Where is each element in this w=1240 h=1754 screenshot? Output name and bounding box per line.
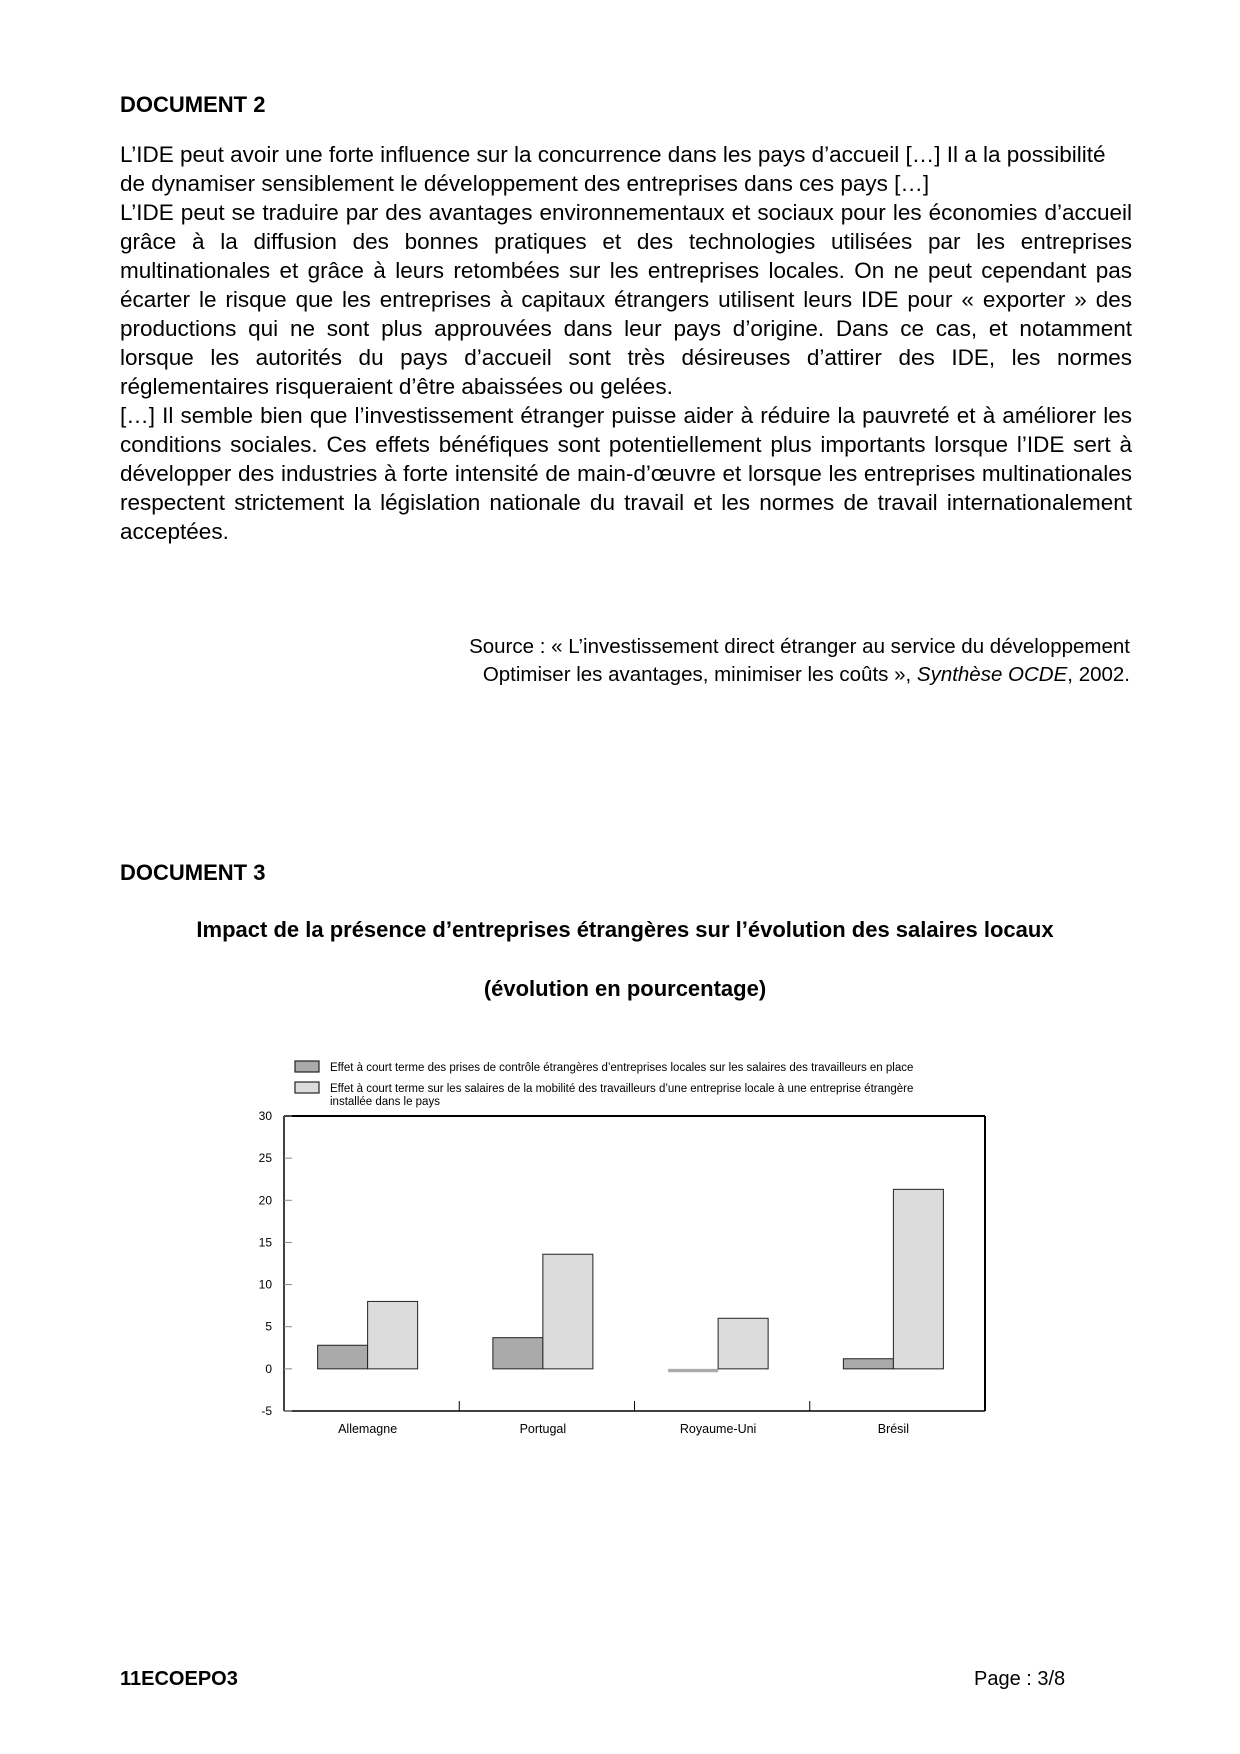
legend-label: Effet à court terme des prises de contrôle étrangères d’entreprises locales sur les salaires des travailleurs en place xyxy=(330,1062,914,1074)
y-tick-label: 15 xyxy=(258,1235,272,1250)
source-line: Source : « L’investissement direct étranger au service du développement xyxy=(469,635,1130,658)
source-text: Optimiser les avantages, minimiser les coûts », xyxy=(482,663,917,686)
legend-label: installée dans le pays xyxy=(330,1096,440,1108)
chart-subtitle: (évolution en pourcentage) xyxy=(483,976,767,1001)
legend-label: Effet à court terme sur les salaires de la mobilité des travailleurs d’une entreprise locale à une entreprise étrangère xyxy=(330,1083,914,1095)
bar-br-sil-series-2 xyxy=(893,1189,943,1369)
paragraph: […] Il semble bien que l’investissement étranger puisse aider à réduire la pauvreté et à améliorer les conditions sociales. Ces effets bénéfiques sont potentiellement plus importants lorsque l’IDE sert à développer des industries à forte intensité de main-d’œuvre et lorsque les entreprises multinationales respectent strictement la législation nationale du travail et les normes de travail internationalement acceptées. xyxy=(120,403,1132,544)
bar-royaume-uni-series-2 xyxy=(718,1318,768,1369)
footer-code: 11ECOEPO3 xyxy=(120,1668,238,1690)
source-citation xyxy=(469,633,1130,689)
document3-heading: DOCUMENT 3 xyxy=(120,860,266,885)
y-tick-label: -5 xyxy=(261,1404,272,1418)
paragraph: L’IDE peut avoir une forte influence sur la concurrence dans les pays d’accueil […] Il a la possibilité de dynamiser sensiblement le développement des entreprises dans ces pays […] xyxy=(120,142,1106,196)
chart-title: Impact de la présence d’entreprises étrangères sur l’évolution des salaires locaux xyxy=(196,917,1054,942)
x-tick-label: Brésil xyxy=(877,1422,910,1436)
y-tick-label: 0 xyxy=(265,1361,272,1376)
page-number: Page : 3/8 xyxy=(974,1668,1066,1690)
bar-portugal-series-2 xyxy=(543,1254,593,1369)
x-tick-label: Portugal xyxy=(519,1422,567,1436)
source-line xyxy=(469,661,1130,689)
y-tick-label: 10 xyxy=(258,1277,272,1292)
y-tick-label: 30 xyxy=(258,1109,272,1123)
bar-chart xyxy=(230,1050,1010,1470)
legend-swatch xyxy=(295,1061,319,1072)
source-year: , 2002. xyxy=(1067,663,1130,686)
y-tick-label: 20 xyxy=(258,1193,272,1208)
x-tick-label: Royaume-Uni xyxy=(679,1422,757,1436)
bar-allemagne-series-2 xyxy=(368,1301,418,1368)
document2-heading: DOCUMENT 2 xyxy=(120,92,266,117)
x-tick-label: Allemagne xyxy=(338,1422,398,1436)
bar-allemagne-series-1 xyxy=(318,1345,368,1369)
bar-royaume-uni-series-1 xyxy=(668,1369,718,1372)
document2-body xyxy=(120,140,1132,546)
bar-br-sil-series-1 xyxy=(843,1359,893,1369)
y-tick-label: 5 xyxy=(265,1319,272,1334)
source-publication: Synthèse OCDE xyxy=(916,663,1068,686)
legend-swatch xyxy=(295,1082,319,1093)
y-tick-label: 25 xyxy=(258,1151,272,1166)
bar-portugal-series-1 xyxy=(493,1338,543,1369)
paragraph: L’IDE peut se traduire par des avantages environnementaux et sociaux pour les économies d’accueil grâce à la diffusion des bonnes pratiques et des technologies utilisées par les entreprises multinationales et grâce à leurs retombées sur les entreprises locales. On ne peut cependant pas écarter le risque que les entreprises à capitaux étrangers utilisent leurs IDE pour « exporter » des productions qui ne sont plus approuvées dans leur pays d’origine. Dans ce cas, et notamment lorsque les autorités du pays d’accueil sont très désireuses d’attirer des IDE, les normes réglementaires risqueraient d’être abaissées ou gelées. xyxy=(120,200,1132,399)
